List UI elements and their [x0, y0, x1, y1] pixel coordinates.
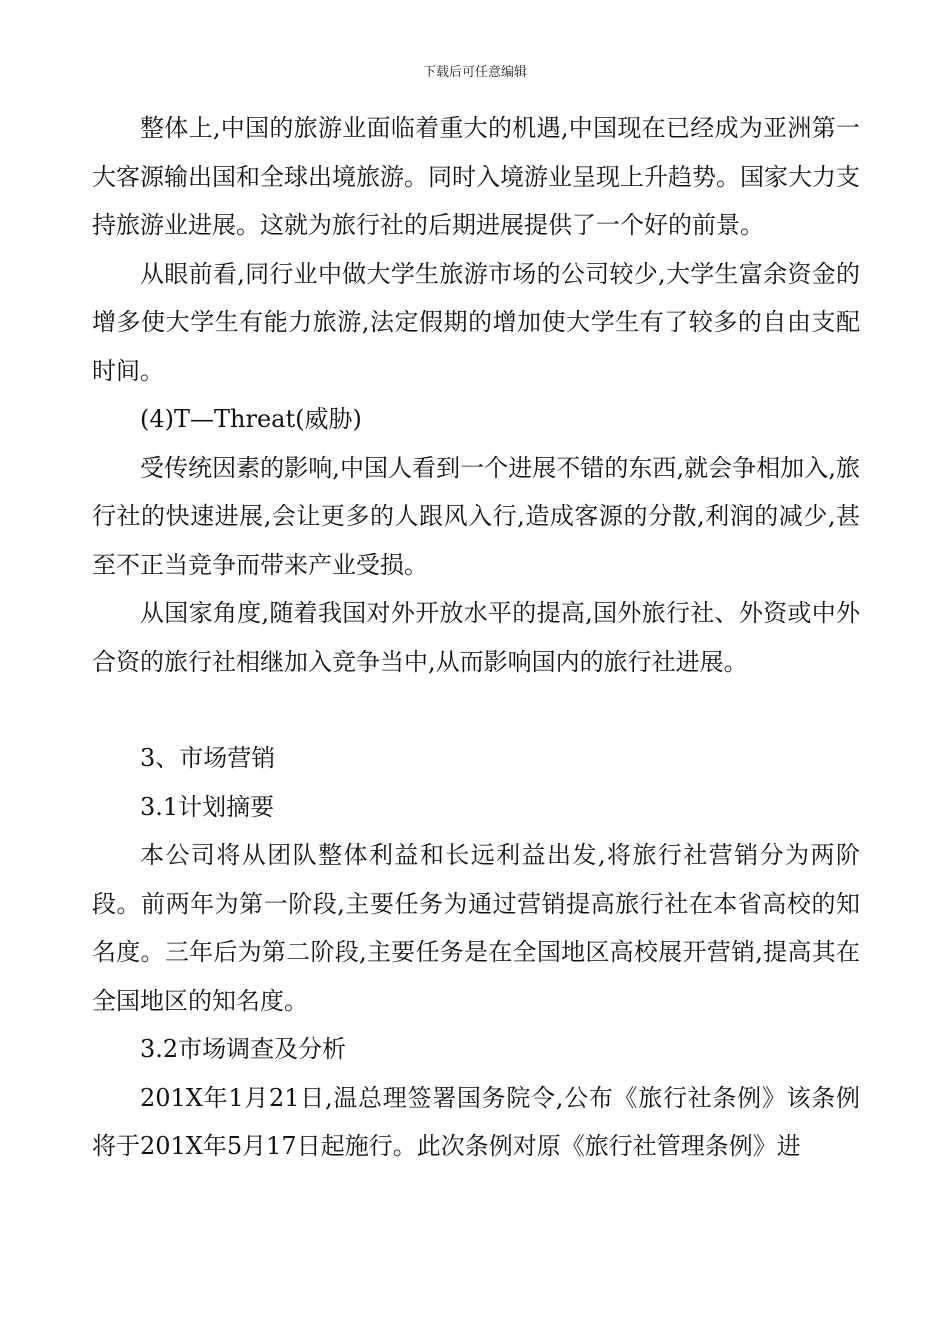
paragraph-opportunity-overview: 整体上,中国的旅游业面临着重大的机遇,中国现在已经成为亚洲第一大客源输出国和全球出境旅游。同时入境游业呈现上升趋势。国家大力支持旅游业进展。这就为旅行社的后期进展提供了一个好的前景。	[92, 114, 860, 239]
heading-plan-summary: 3.1计划摘要	[140, 792, 275, 821]
heading-threat: (4)T—Threat(威胁)	[140, 405, 362, 433]
heading-market-research: 3.2市场调查及分析	[140, 1035, 347, 1063]
page-header: 下载后可任意编辑	[422, 65, 527, 80]
heading-market-marketing: 3、市场营销	[140, 744, 276, 772]
document-body	[92, 104, 860, 1171]
paragraph-current-market: 从眼前看,同行业中做大学生旅游市场的公司较少,大学生富余资金的增多使大学生有能力旅游,法定假期的增加使大学生有了较多的自由支配时间。	[92, 259, 860, 385]
section-spacer	[92, 686, 860, 734]
paragraph-market-research: 201X年1月21日,温总理签署国务院令,公布《旅行社条例》该条例将于201X年5月17日起施行。此次条例对原《旅行社管理条例》进	[92, 1083, 860, 1160]
paragraph-threat-foreign: 从国家角度,随着我国对外开放水平的提高,国外旅行社、外资或中外合资的旅行社相继加入竞争当中,从而影响国内的旅行社进展。	[92, 599, 860, 676]
paragraph-plan-summary: 本公司将从团队整体利益和长远利益出发,将旅行社营销分为两阶段。前两年为第一阶段,主要任务为通过营销提高旅行社在本省高校的知名度。三年后为第二阶段,主要任务是在全国地区高校展开营销,提高其在全国地区的知名度。	[92, 841, 860, 1015]
paragraph-threat-competition: 受传统因素的影响,中国人看到一个进展不错的东西,就会争相加入,旅行社的快速进展,会让更多的人跟风入行,造成客源的分散,利润的减少,甚至不正当竞争而带来产业受损。	[92, 453, 860, 579]
